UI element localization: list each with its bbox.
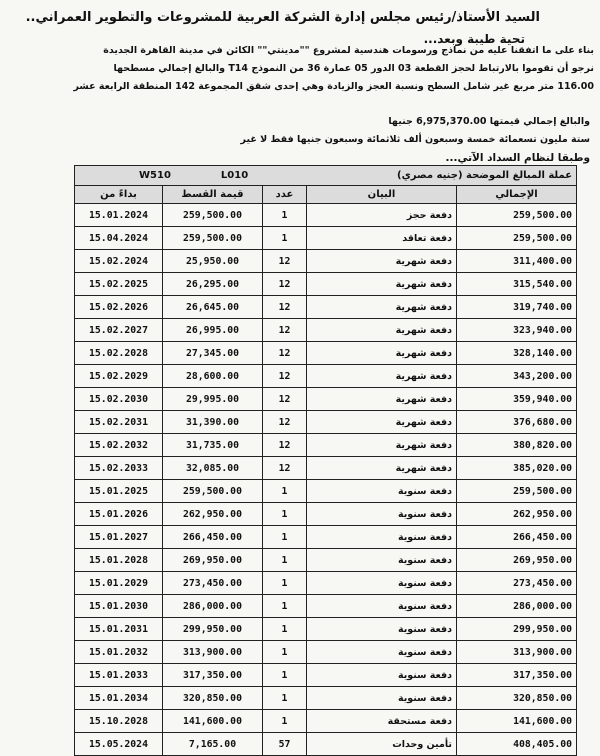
table-row [75,733,577,756]
cell-total: 262,950.00 [457,503,577,526]
cell-start-date: 15.02.2025 [75,273,163,296]
cell-total: 141,600.00 [457,710,577,733]
cell-total: 266,450.00 [457,526,577,549]
cell-count: 12 [263,250,307,273]
cell-installment: 313,900.00 [163,641,263,664]
cell-count: 1 [263,526,307,549]
cell-description: دفعة شهرية [307,411,457,434]
cell-count: 12 [263,411,307,434]
cell-description: دفعة حجز [307,204,457,227]
cell-installment: 27,345.00 [163,342,263,365]
header-installment: قيمة القسط [163,186,263,204]
cell-total: 259,500.00 [457,204,577,227]
cell-count: 1 [263,595,307,618]
cell-installment: 259,500.00 [163,227,263,250]
cell-start-date: 15.02.2027 [75,319,163,342]
cell-count: 1 [263,572,307,595]
cell-description: دفعة سنوية [307,641,457,664]
cell-start-date: 15.04.2024 [75,227,163,250]
cell-description: دفعة شهرية [307,296,457,319]
table-row [75,480,577,503]
table-row [75,250,577,273]
cell-start-date: 15.02.2029 [75,365,163,388]
header-start-date: بداءً من [75,186,163,204]
cell-total: 286,000.00 [457,595,577,618]
cell-start-date: 15.01.2033 [75,664,163,687]
cell-count: 1 [263,664,307,687]
code-w510: W510 [139,170,171,181]
cell-total: 319,740.00 [457,296,577,319]
cell-description: دفعة سنوية [307,480,457,503]
cell-installment: 31,390.00 [163,411,263,434]
header-count: عدد [263,186,307,204]
cell-start-date: 15.01.2024 [75,204,163,227]
cell-start-date: 15.01.2025 [75,480,163,503]
cell-count: 1 [263,687,307,710]
cell-count: 12 [263,365,307,388]
cell-installment: 26,995.00 [163,319,263,342]
cell-installment: 259,500.00 [163,480,263,503]
cell-total: 359,940.00 [457,388,577,411]
cell-total: 259,500.00 [457,480,577,503]
table-row [75,411,577,434]
table-row [75,664,577,687]
cell-installment: 26,295.00 [163,273,263,296]
table-row [75,641,577,664]
table-row [75,273,577,296]
cell-description: دفعة سنوية [307,595,457,618]
cell-installment: 7,165.00 [163,733,263,756]
cell-count: 1 [263,641,307,664]
cell-total: 269,950.00 [457,549,577,572]
total-amount-words: ستة مليون تسعمائة خمسة وسبعون ألف ثلاثمائة وسبعون جنيها فقط لا غير [240,134,590,145]
cell-description: دفعة شهرية [307,273,457,296]
cell-total: 259,500.00 [457,227,577,250]
cell-installment: 259,500.00 [163,204,263,227]
cell-description: دفعة سنوية [307,549,457,572]
cell-count: 12 [263,296,307,319]
cell-total: 273,450.00 [457,572,577,595]
cell-start-date: 15.02.2033 [75,457,163,480]
cell-total: 408,405.00 [457,733,577,756]
cell-start-date: 15.01.2032 [75,641,163,664]
cell-count: 57 [263,733,307,756]
cell-total: 299,950.00 [457,618,577,641]
cell-description: دفعة سنوية [307,664,457,687]
cell-description: دفعة شهرية [307,365,457,388]
table-row [75,618,577,641]
payment-schedule-table [74,165,577,756]
body-line-1: بناء على ما اتفقنا عليه من نماذج ورسومات هندسية لمشروع ""مدينتي"" الكائن في مدينة القاهرة الجديدة [103,45,594,56]
table-row [75,687,577,710]
table-row [75,342,577,365]
table-row [75,365,577,388]
addressee: السيد الأستاذ/رئيس مجلس إدارة الشركة العربية للمشروعات والتطوير العمراني.. [25,10,540,25]
cell-description: دفعة سنوية [307,526,457,549]
cell-description: دفعة شهرية [307,250,457,273]
cell-start-date: 15.02.2030 [75,388,163,411]
cell-description: دفعة شهرية [307,342,457,365]
table-row [75,572,577,595]
cell-start-date: 15.01.2031 [75,618,163,641]
cell-description: تأمين وحدات [307,733,457,756]
cell-installment: 262,950.00 [163,503,263,526]
greeting: تحية طيبة وبعد... [423,32,525,46]
cell-total: 385,020.00 [457,457,577,480]
table-row [75,457,577,480]
cell-total: 320,850.00 [457,687,577,710]
cell-start-date: 15.01.2028 [75,549,163,572]
header-description: البيان [307,186,457,204]
cell-count: 1 [263,204,307,227]
cell-count: 12 [263,273,307,296]
cell-description: دفعة سنوية [307,503,457,526]
cell-start-date: 15.10.2028 [75,710,163,733]
table-row [75,434,577,457]
cell-total: 323,940.00 [457,319,577,342]
code-l010: L010 [220,170,249,181]
cell-total: 315,540.00 [457,273,577,296]
cell-installment: 286,000.00 [163,595,263,618]
table-row [75,710,577,733]
cell-start-date: 15.02.2031 [75,411,163,434]
cell-description: دفعة سنوية [307,572,457,595]
table-row [75,388,577,411]
total-amount-line: والبالغ إجمالي قيمتها 6,975,370.00 جنيها [388,116,590,127]
currency-row [75,166,577,186]
cell-description: دفعة شهرية [307,434,457,457]
table-row [75,549,577,572]
cell-description: دفعة شهرية [307,319,457,342]
cell-installment: 29,995.00 [163,388,263,411]
cell-installment: 25,950.00 [163,250,263,273]
cell-start-date: 15.02.2024 [75,250,163,273]
cell-description: دفعة سنوية [307,687,457,710]
table-row [75,319,577,342]
cell-total: 343,200.00 [457,365,577,388]
cell-installment: 317,350.00 [163,664,263,687]
cell-start-date: 15.01.2030 [75,595,163,618]
cell-description: دفعة سنوية [307,618,457,641]
table-row [75,503,577,526]
cell-installment: 266,450.00 [163,526,263,549]
cell-count: 1 [263,549,307,572]
cell-installment: 26,645.00 [163,296,263,319]
cell-start-date: 15.01.2034 [75,687,163,710]
cell-installment: 141,600.00 [163,710,263,733]
cell-count: 12 [263,319,307,342]
cell-start-date: 15.01.2029 [75,572,163,595]
cell-start-date: 15.02.2032 [75,434,163,457]
cell-count: 1 [263,227,307,250]
table-row [75,227,577,250]
cell-total: 328,140.00 [457,342,577,365]
table-row [75,595,577,618]
cell-description: دفعة شهرية [307,388,457,411]
body-line-2: نرجو أن تقوموا بالارتباط لحجز القطعة 03 الدور 05 عمارة 36 من النموذج T14 والبالغ إجمالي مسطحها [113,63,594,74]
cell-description: دفعة شهرية [307,457,457,480]
cell-count: 12 [263,388,307,411]
cell-count: 1 [263,503,307,526]
cell-count: 1 [263,480,307,503]
cell-installment: 269,950.00 [163,549,263,572]
cell-installment: 28,600.00 [163,365,263,388]
currency-label: عملة المبالغ الموضحة (جنيه مصري) [397,170,573,181]
cell-installment: 31,735.00 [163,434,263,457]
cell-total: 376,680.00 [457,411,577,434]
cell-installment: 299,950.00 [163,618,263,641]
cell-count: 12 [263,457,307,480]
column-header-row [75,186,577,204]
table-row [75,526,577,549]
cell-count: 1 [263,710,307,733]
cell-total: 311,400.00 [457,250,577,273]
header-total: الإجمالي [457,186,577,204]
cell-start-date: 15.02.2026 [75,296,163,319]
cell-description: دفعة تعاقد [307,227,457,250]
table-row [75,296,577,319]
cell-start-date: 15.05.2024 [75,733,163,756]
cell-installment: 32,085.00 [163,457,263,480]
cell-installment: 320,850.00 [163,687,263,710]
cell-count: 1 [263,618,307,641]
cell-count: 12 [263,342,307,365]
cell-total: 317,350.00 [457,664,577,687]
cell-start-date: 15.01.2026 [75,503,163,526]
cell-total: 380,820.00 [457,434,577,457]
payment-plan-intro: وطبقا لنظام السداد الآتي... [445,152,590,164]
table-row [75,204,577,227]
body-line-3: 116.00 متر مربع غير شامل السطح ونسبة العجز والزيادة وهي إحدى شقق المجموعة 142 المنطقة الرابعة عشر [73,81,594,92]
cell-start-date: 15.01.2027 [75,526,163,549]
cell-total: 313,900.00 [457,641,577,664]
cell-count: 12 [263,434,307,457]
cell-installment: 273,450.00 [163,572,263,595]
cell-description: دفعة مستحقة [307,710,457,733]
cell-start-date: 15.02.2028 [75,342,163,365]
